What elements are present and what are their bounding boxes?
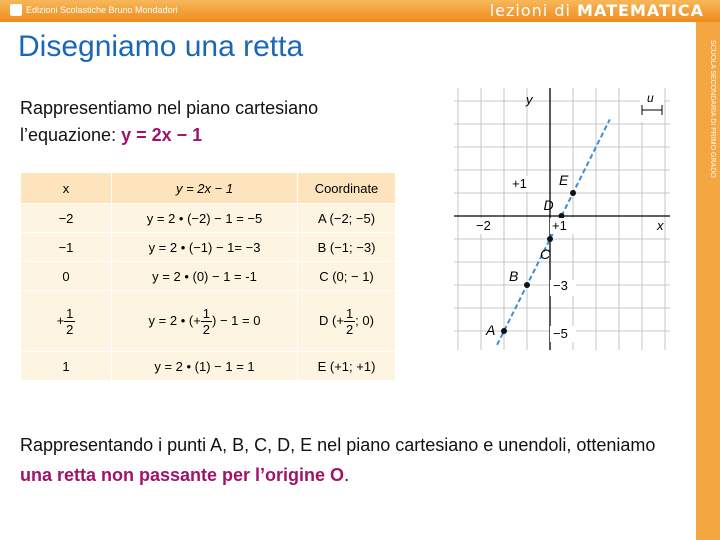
table-header-row: [21, 173, 396, 204]
cell-calc: y = 2 • (0) − 1 = -1: [112, 262, 298, 291]
point-label-b: B: [509, 268, 519, 284]
cell-coord: B (−1; −3): [298, 233, 396, 262]
top-banner: [0, 0, 720, 22]
cell-x: −1: [21, 233, 112, 262]
cell-calc: y = 2 • (−1) − 1= −3: [112, 233, 298, 262]
table-row: [21, 352, 396, 381]
cell-coord: E (+1; +1): [298, 352, 396, 381]
side-band-label: SCUOLA SECONDARIA DI PRIMO GRADO: [709, 40, 716, 178]
unit-marker: [640, 88, 664, 122]
series-title: lezioni di MATEMATICA: [489, 1, 704, 20]
tick-y-neg5: −5: [553, 326, 568, 341]
table-row: [21, 291, 396, 352]
slide-title: Disegniamo una retta: [18, 30, 304, 63]
cell-x: −2: [21, 204, 112, 233]
cell-x: 0: [21, 262, 112, 291]
cell-coord: C (0; − 1): [298, 262, 396, 291]
table-row: [21, 204, 396, 233]
tick-x-neg2: −2: [476, 218, 491, 233]
cell-calc: y = 2 • (+ $\frac{1}{2}$ ) − 1 = 0: [112, 291, 298, 352]
header-equation: y = 2x − 1: [112, 173, 298, 204]
equation: y = 2x − 1: [121, 125, 203, 145]
cell-calc: y = 2 • (1) − 1 = 1: [112, 352, 298, 381]
header-coordinates: Coordinate: [298, 173, 396, 204]
header-x: x: [21, 173, 112, 204]
tick-y-neg3: −3: [553, 278, 568, 293]
publisher-logo-icon: [10, 4, 22, 16]
conclusion-highlight: una retta non passante per l’origine O: [20, 465, 345, 485]
cartesian-plane: [430, 80, 690, 370]
y-axis-label: y: [526, 92, 533, 107]
point-c: [547, 236, 553, 242]
values-table: [20, 172, 396, 381]
cell-x: + $\frac{1}{2}$: [21, 291, 112, 352]
publisher-name: Edizioni Scolastiche Bruno Mondadori: [26, 5, 178, 15]
cell-coord: A (−2; −5): [298, 204, 396, 233]
cell-x: 1: [21, 352, 112, 381]
intro-line-2: l’equazione: y = 2x − 1: [20, 125, 203, 145]
point-label-d: D: [543, 197, 554, 213]
conclusion-text: Rappresentando i punti A, B, C, D, E nel piano cartesiano e unendoli, otteniamo una retta non passante per l’origine O.: [20, 435, 656, 485]
cell-coord: D (+ $\frac{1}{2}$ ; 0): [298, 291, 396, 352]
intro-text: [20, 95, 318, 149]
point-e: [570, 190, 576, 196]
table-row: [21, 262, 396, 291]
point-label-c: C: [540, 246, 551, 262]
tick-x-pos1: +1: [552, 218, 567, 233]
tick-y-pos1: +1: [512, 176, 527, 191]
cell-calc: y = 2 • (−2) − 1 = −5: [112, 204, 298, 233]
table-row: [21, 233, 396, 262]
x-axis-label: x: [657, 218, 664, 233]
intro-line-1: Rappresentiamo nel piano cartesiano: [20, 98, 319, 118]
point-label-e: E: [559, 172, 569, 188]
tick-labels: [474, 176, 576, 342]
point-a: [501, 328, 507, 334]
point-label-a: A: [486, 322, 496, 338]
point-b: [524, 282, 530, 288]
unit-label: u: [647, 91, 654, 105]
